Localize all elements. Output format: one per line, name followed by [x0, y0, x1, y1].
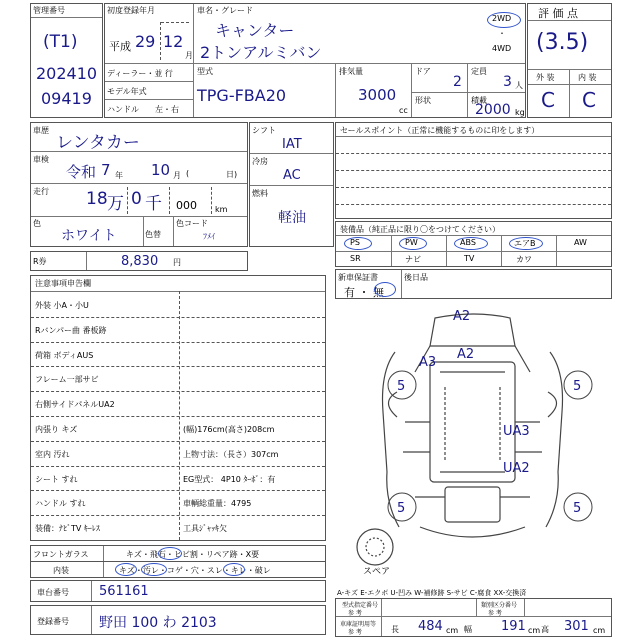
front-glass-value: キズ・飛石・ヒビ割・リペア跡・X要 — [126, 550, 260, 559]
equip-airbag: エアB — [514, 239, 536, 248]
mileage-label: 走行 — [33, 187, 49, 196]
first-reg-year: 29 — [135, 32, 156, 51]
inspection-label: 車検 — [33, 155, 49, 164]
drive-2wd: 2WD — [492, 14, 512, 23]
load-label: 積載 — [471, 96, 487, 105]
drive-sep: ・ — [498, 29, 506, 38]
length-label: 長 — [391, 625, 399, 634]
note-right-5: (幅)176cm(高さ)208cm — [183, 425, 275, 434]
mileage-sen-unit: 千 — [145, 194, 162, 214]
width-value: 191 — [501, 619, 526, 634]
model-type: TPG-FBA20 — [197, 86, 287, 105]
inspection-day-unit: 日) — [226, 170, 238, 179]
equip-pw: PW — [405, 238, 418, 247]
color-code-label: 色コード — [176, 219, 208, 228]
note-left-1: Rバンパー曲 番板跡 — [35, 325, 107, 335]
note-left-3: フレーム一部サビ — [35, 375, 99, 385]
handle-label: ハンドル — [107, 105, 139, 114]
inspection-paren: ( — [186, 169, 190, 178]
interior-score-label: 内 装 — [578, 73, 597, 82]
load-unit: kg — [515, 108, 525, 117]
exterior-score-label: 外 装 — [536, 73, 555, 82]
note-right-9: 工具ｼﾞｬｯｷ欠 — [183, 524, 227, 534]
chassis-row — [30, 580, 326, 602]
door-value: 2 — [453, 74, 462, 90]
note-left-2: 荷箱 ボディAUS — [35, 350, 94, 360]
note-left-0: 外装 小A・小U — [35, 301, 89, 310]
mark-5-rear-right: 5 — [573, 501, 582, 516]
inspection-year: 7 — [101, 161, 111, 179]
note-left-4: 右側サイドパネルUA2 — [35, 400, 115, 410]
inspection-month: 10 — [151, 161, 171, 179]
mark-5-front-left: 5 — [397, 379, 406, 394]
vehicle-header-box — [104, 3, 526, 118]
length-value: 484 — [418, 619, 443, 634]
spare-label: スペア — [363, 567, 391, 577]
mark-ua2: UA2 — [503, 461, 530, 476]
mileage-sen: 0 — [131, 189, 142, 209]
mark-5-front-right: 5 — [573, 379, 582, 394]
capacity-unit: 人 — [515, 81, 523, 90]
aircon-value: AC — [283, 168, 301, 183]
exterior-score: C — [541, 88, 555, 112]
equipment-box — [335, 221, 612, 267]
note-right-6: 上物寸法：（長さ）307cm — [183, 449, 279, 459]
color-change-label: 色替 — [145, 230, 161, 239]
color-label: 色 — [33, 219, 41, 228]
first-reg-era: 平成 — [109, 40, 131, 53]
first-reg-label: 初度登録年月 — [107, 6, 155, 15]
interior-row — [30, 561, 326, 578]
type-sub: 参 考 — [348, 610, 362, 617]
damage-legend: A-キズ E-エクボ U-凹み W-補修跡 S-サビ C-腐食 XX-交換済 — [337, 589, 527, 597]
score-box — [527, 3, 612, 118]
mgmt-number-2: 09419 — [41, 89, 92, 108]
length-unit: cm — [446, 626, 459, 635]
mark-a2-front: A2 — [453, 309, 471, 324]
shift-box — [249, 122, 334, 247]
drive-4wd: 4WD — [492, 44, 512, 53]
note-left-7: シート すれ — [35, 474, 78, 484]
note-left-9: 装備：ﾅﾋﾞTV ｷｰﾚｽ — [35, 524, 100, 534]
footer-box — [335, 598, 612, 637]
mark-a3-left: A3 — [419, 355, 437, 370]
dealer-label: ディーラー・並 行 — [107, 69, 173, 78]
model-grade: 2トンアルミバン — [200, 43, 322, 62]
score-label: 評 価 点 — [538, 7, 578, 20]
class-label: 類別区分番号 — [481, 602, 518, 609]
fuel-value: 軽油 — [278, 210, 306, 226]
history-box — [30, 122, 248, 247]
mark-5-rear-left: 5 — [397, 501, 406, 516]
chassis-number: 561161 — [99, 584, 149, 599]
shift-label: シフト — [252, 126, 276, 135]
recycle-label: R券 — [33, 257, 47, 266]
equip-ps: PS — [350, 238, 360, 247]
inspection-month-unit: 月 — [173, 171, 181, 180]
chassis-label: 車台番号 — [37, 588, 69, 597]
recycle-box — [30, 251, 248, 271]
plate-number: 野田 100 わ 2103 — [99, 615, 217, 631]
mark-ua3: UA3 — [503, 424, 530, 439]
equip-sr: SR — [350, 254, 361, 263]
mark-a2-hood: A2 — [457, 347, 475, 362]
first-reg-month: 12 — [163, 32, 184, 51]
displacement-value: 3000 — [358, 86, 397, 104]
equip-aw: AW — [574, 238, 587, 247]
score-value: (3.5) — [536, 30, 589, 55]
usage-value: レンタカー — [56, 133, 140, 153]
fuel-label: 燃料 — [252, 189, 268, 198]
plate-row — [30, 605, 326, 635]
model-name-label: 車名・グレード — [197, 6, 253, 15]
mgmt-box — [30, 3, 103, 118]
first-reg-month-unit: 月 — [185, 51, 193, 60]
note-left-8: ハンドル すれ — [35, 499, 86, 509]
door-label: ドア — [415, 67, 431, 76]
inspection-year-unit: 年 — [115, 171, 123, 180]
shift-value: IAT — [282, 137, 302, 152]
recycle-unit: 円 — [173, 258, 181, 267]
capacity-value: 3 — [503, 74, 512, 90]
mileage-unit: km — [215, 205, 228, 214]
front-glass-row — [30, 545, 326, 562]
capacity-label: 定員 — [471, 67, 487, 76]
usage-label: 車歴 — [33, 126, 49, 135]
sales-point-box — [335, 122, 612, 219]
model-type-label: 型式 — [197, 67, 213, 76]
equip-abs: ABS — [460, 238, 476, 247]
mgmt-label: 管理番号 — [33, 6, 65, 15]
interior-score: C — [582, 88, 596, 112]
mileage-rest: 000 — [176, 199, 197, 212]
note-right-8: 車輌総重量：4795 — [183, 499, 252, 509]
width-unit: cm — [528, 626, 541, 635]
inspection-era: 令和 — [66, 163, 97, 181]
equip-leather: カワ — [516, 255, 532, 264]
displacement-unit: cc — [399, 106, 408, 115]
equipment-label: 装備品（純正品に限り〇をつけてください） — [340, 225, 500, 234]
mileage-man: 18 — [86, 189, 108, 209]
equip-navi: ナビ — [405, 255, 421, 264]
model-year-label: モデル年式 — [107, 87, 147, 96]
aircon-label: 冷房 — [252, 157, 268, 166]
height-label: 高 — [541, 625, 549, 634]
lot-number: (T1) — [43, 32, 78, 52]
type-label: 型式指定番号 — [342, 602, 379, 609]
equip-tv: TV — [464, 254, 475, 263]
recycle-value: 8,830 — [121, 254, 159, 269]
interior-value: キズ・汚レ・コゲ・穴・スレ・キレ・破レ — [119, 566, 271, 575]
cert-sub: 参 考 — [348, 629, 362, 636]
manual-value: 有 ・ 無 — [344, 286, 384, 299]
damage-diagram — [335, 302, 612, 584]
width-label: 幅 — [464, 625, 472, 634]
cert-label: 車庫証明用等 — [340, 621, 377, 628]
notes-box — [30, 275, 326, 541]
color-value: ホワイト — [61, 228, 117, 244]
shape-label: 形状 — [415, 96, 431, 105]
mgmt-number-1: 202410 — [36, 64, 98, 83]
note-left-5: 内張り キズ — [35, 425, 78, 434]
model-name: キャンター — [215, 21, 295, 40]
after-items-label: 後日品 — [404, 273, 428, 282]
sales-point-label: セールスポイント（正常に機能するものに印をします） — [340, 126, 540, 135]
note-left-6: 室内 汚れ — [35, 449, 70, 459]
note-right-7: EG型式： 4P10 ﾀｰﾎﾞ：有 — [183, 474, 276, 484]
handle-options: 左・右 — [155, 105, 179, 114]
manual-box — [335, 269, 612, 299]
mileage-man-unit: 万 — [107, 194, 124, 214]
class-sub: 参 考 — [488, 610, 502, 617]
front-glass-label: フロントガラス — [33, 550, 89, 559]
color-code: ﾌﾒｲ — [203, 232, 215, 241]
plate-label: 登録番号 — [37, 617, 69, 626]
height-unit: cm — [593, 626, 606, 635]
displacement-label: 排気量 — [339, 67, 363, 76]
manual-label: 新車保証書 — [338, 273, 378, 282]
notes-label: 注意事項申告欄 — [35, 279, 91, 288]
load-value: 2000 — [475, 102, 511, 118]
height-value: 301 — [564, 619, 589, 634]
interior-label: 内装 — [53, 566, 69, 575]
